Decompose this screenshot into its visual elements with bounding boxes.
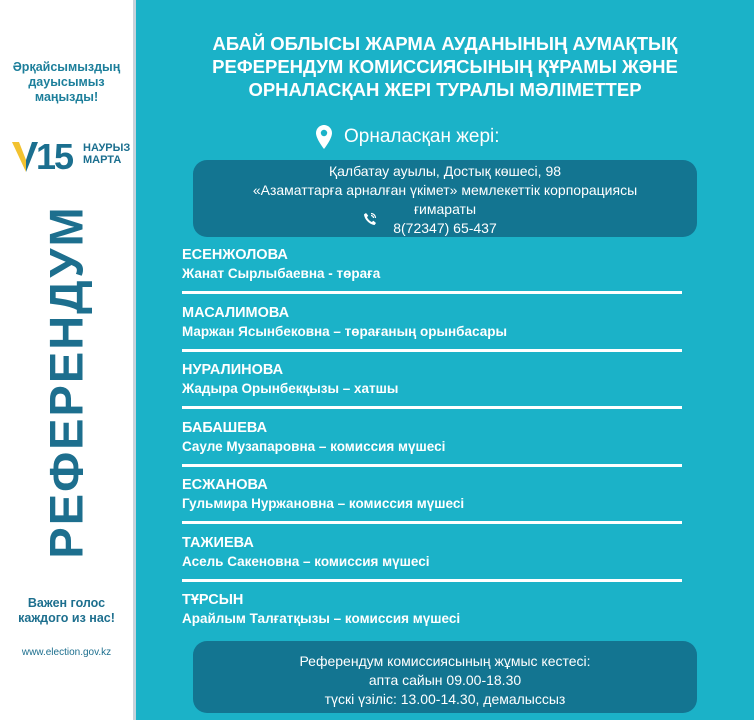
phone-row: [193, 219, 697, 238]
member-item: [182, 535, 682, 593]
member-surname: ЕСЕНЖОЛОВА: [182, 247, 288, 263]
members-list: [182, 247, 682, 650]
member-surname: МАСАЛИМОВА: [182, 304, 290, 321]
address-box: [193, 160, 697, 237]
slogan-kz: Әрқайсымыздың дауысымыз маңызды!: [12, 60, 121, 104]
member-item: [182, 420, 682, 478]
member-role: Сауле Музапаровна – комиссия мүшесі: [182, 438, 446, 454]
address-line: Қалбатау ауылы, Достық көшесі, 98: [328, 163, 562, 179]
member-surname: НУРАЛИНОВА: [182, 362, 284, 378]
member-surname: ТҰРСЫН: [182, 592, 244, 608]
member-divider: [182, 291, 682, 294]
address-phone-group: [193, 200, 697, 219]
member-surname: БАБАШЕВА: [182, 419, 268, 436]
date-day: 15: [36, 136, 73, 177]
member-role: Асель Сакеновна – комиссия мүшесі: [182, 553, 430, 569]
v-check-logo-icon: [12, 138, 38, 172]
member-surname: ЕСЖАНОВА: [182, 477, 268, 493]
member-role: Маржан Ясынбековна – төрағаның орынбасары: [182, 323, 507, 339]
member-surname: ТАЖИЕВА: [182, 534, 254, 551]
sidebar: [0, 0, 133, 720]
headline: АБАЙ ОБЛЫСЫ ЖАРМА АУДАНЫНЫҢ АУМАҚТЫҚ РЕФЕРЕНДУМ КОМИССИЯСЫНЫҢ ҚҰРАМЫ ЖӘНЕ ОРНАЛАСҚАН ЖЕРІ ТУРАЛЫ МӘЛІМЕТТЕР: [212, 33, 678, 100]
phone-number[interactable]: 8(72347) 65-437: [393, 220, 497, 236]
schedule-title: Референдум комиссиясының жұмыс кестесі:: [299, 653, 591, 669]
website-link[interactable]: www.election.gov.kz: [21, 647, 112, 658]
map-pin-icon: [316, 125, 332, 149]
phone-icon: [363, 212, 377, 226]
slogan-ru: Важен голос каждого из нас!: [18, 596, 115, 625]
date-month: НАУРЫЗ МАРТА: [83, 142, 131, 166]
main-panel: [136, 0, 754, 720]
vertical-title: РЕФЕРЕНДУМ: [39, 205, 93, 559]
member-role: Арайлым Талғатқызы – комиссия мүшесі: [182, 611, 461, 626]
schedule-box: [193, 641, 697, 713]
referendum-date-logo: [12, 136, 131, 178]
member-item: [182, 362, 682, 420]
member-divider: [182, 349, 682, 352]
address-line: «Азаматтарға арналған үкімет» мемлекеттік корпорациясы: [252, 182, 638, 198]
member-item: [182, 305, 682, 363]
member-divider: [182, 406, 682, 409]
location-label: Орналасқан жері:: [344, 126, 500, 147]
location-heading: [316, 124, 500, 150]
member-divider: [182, 521, 682, 524]
member-item: [182, 477, 682, 535]
member-role: Жадыра Орынбекқызы – хатшы: [182, 381, 399, 396]
schedule-hours: апта сайын 09.00-18.30: [368, 672, 522, 688]
member-role: Жанат Сырлыбаевна - төраға: [182, 266, 381, 281]
schedule-break: түскі үзіліс: 13.00-14.30, демалыссыз: [324, 691, 566, 707]
member-item: [182, 247, 682, 305]
member-divider: [182, 579, 682, 582]
member-divider: [182, 464, 682, 467]
address-line: ғимараты: [413, 201, 477, 217]
member-role: Гульмира Нуржановна – комиссия мүшесі: [182, 496, 465, 511]
